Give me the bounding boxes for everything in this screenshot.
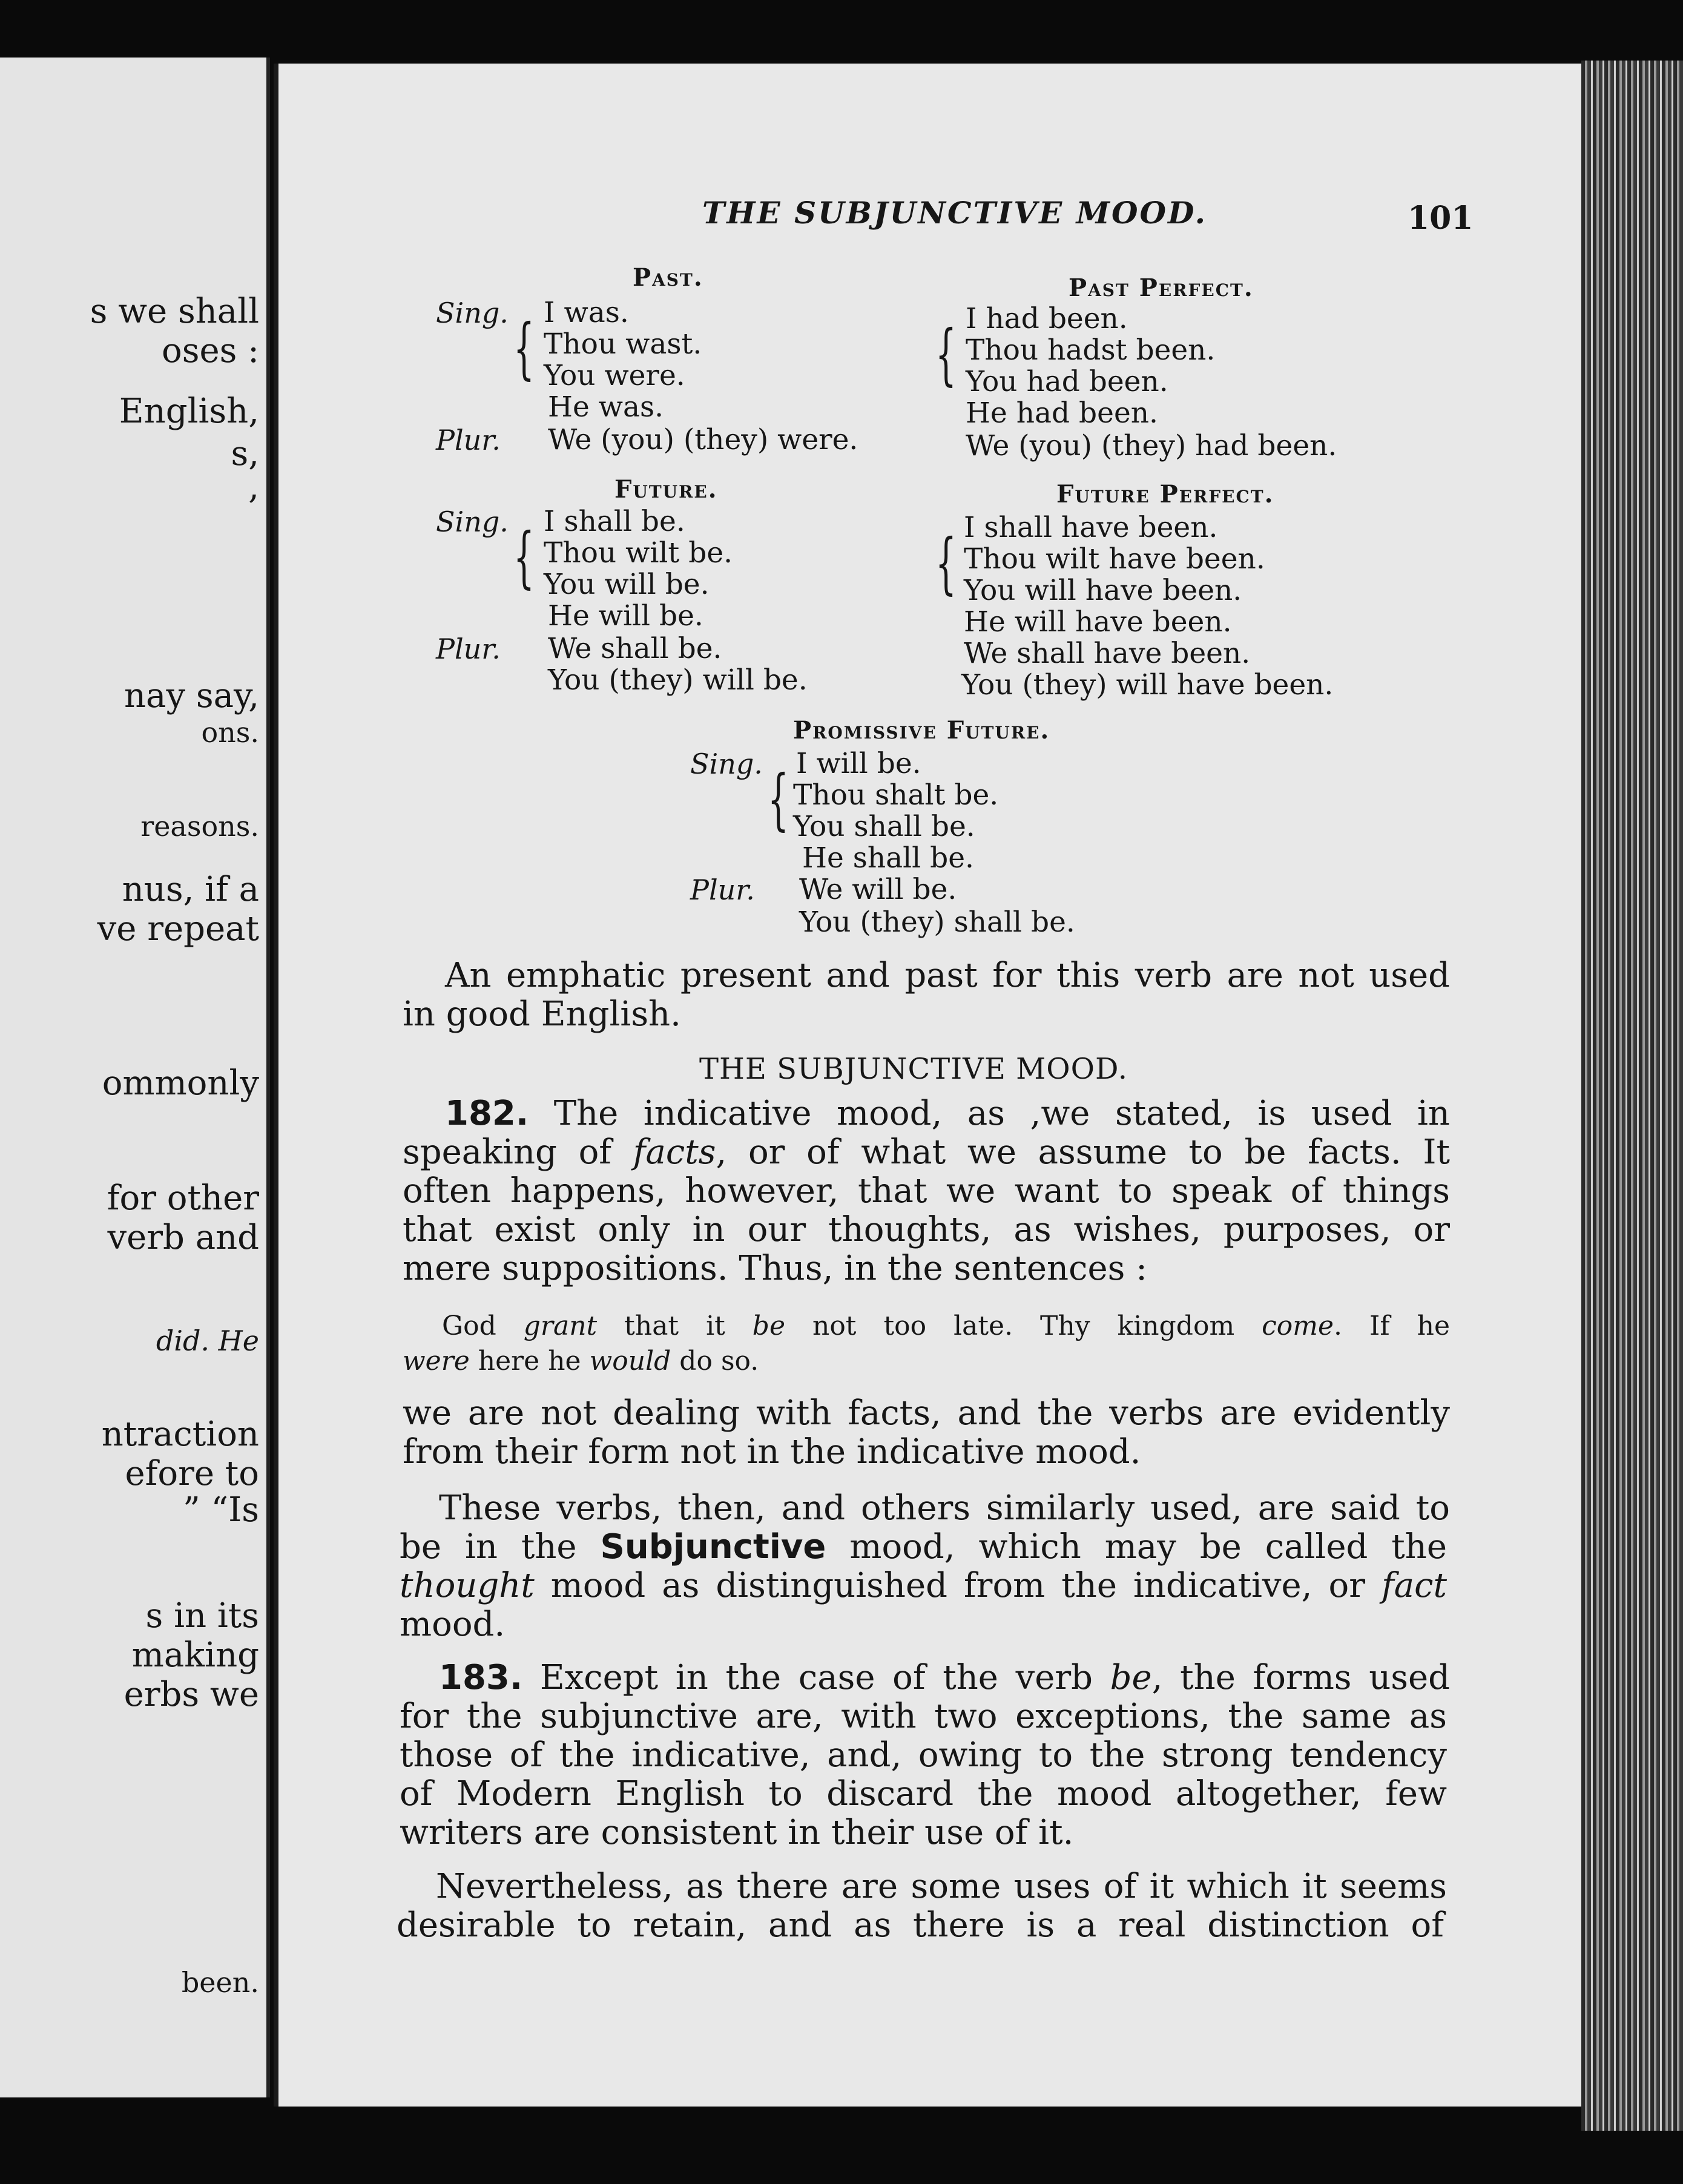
conj-line: You shall be. (793, 810, 975, 843)
body-line: 183. Except in the case of the verb be, the forms used (439, 1658, 1450, 1697)
conj-line: You (they) shall be. (799, 906, 1075, 939)
conj-line: I had been. (966, 302, 1128, 335)
left-fragment: oses : (162, 331, 259, 370)
conj-line: He will be. (548, 599, 703, 633)
left-fragment: ” “Is (183, 1490, 259, 1530)
conj-line: We shall be. (548, 632, 722, 665)
conj-line: I shall have been. (964, 511, 1218, 544)
left-fragment: making (131, 1636, 259, 1675)
brace-icon: { (513, 309, 535, 387)
conj-line: You (they) will be. (548, 663, 808, 697)
body-line: thought mood as distinguished from the indicative, or fact (400, 1566, 1447, 1605)
body-line: An emphatic present and past for this verb are not used (445, 956, 1450, 995)
left-fragment: English, (119, 392, 259, 431)
body-line: be in the Subjunctive mood, which may be called the (400, 1527, 1447, 1567)
sing-label: Sing. (436, 505, 509, 538)
body-line: that exist only in our thoughts, as wishes, purposes, or (403, 1210, 1450, 1249)
past-perfect-title: Past Perfect. (1069, 274, 1254, 302)
body-line: These verbs, then, and others similarly used, are said to (439, 1488, 1450, 1528)
left-fragment: ommonly (102, 1064, 259, 1103)
left-fragment: ntraction (101, 1415, 259, 1454)
conj-line: You will be. (544, 568, 710, 601)
past-title: Past. (633, 263, 703, 292)
section-heading: THE SUBJUNCTIVE MOOD. (699, 1052, 1128, 1086)
body-line: of Modern English to discard the mood altogether, few (400, 1774, 1447, 1814)
body-line: in good English. (403, 995, 681, 1034)
example-line: were here he would do so. (403, 1346, 759, 1377)
promissive-title: Promissive Future. (793, 716, 1050, 745)
plur-label: Plur. (436, 424, 501, 456)
conj-line: Thou wilt be. (544, 536, 733, 570)
left-fragment: ons. (201, 716, 259, 749)
conj-line: I shall be. (544, 505, 685, 538)
plur-label: Plur. (436, 633, 501, 665)
left-fragment: did. He (156, 1324, 259, 1357)
conj-line: You were. (544, 359, 685, 392)
sing-label: Sing. (436, 297, 509, 329)
body-line: 182. The indicative mood, as ,we stated, is used in (445, 1094, 1450, 1133)
conj-line: You had been. (966, 365, 1168, 398)
brace-icon: { (935, 524, 957, 602)
running-head: THE SUBJUNCTIVE MOOD. (702, 195, 1208, 231)
body-line: Nevertheless, as there are some uses of it which it seems (436, 1867, 1447, 1906)
sing-label: Sing. (690, 748, 763, 780)
body-line: from their form not in the indicative mood. (403, 1432, 1141, 1472)
conj-line: You (they) will have been. (961, 668, 1334, 702)
left-page-fragment (0, 58, 270, 2097)
left-fragment: nus, if a (122, 870, 259, 909)
conj-line: He had been. (966, 396, 1158, 430)
conj-line: Thou wast. (544, 327, 702, 361)
conj-line: We (you) (they) were. (548, 423, 858, 456)
example-line: God grant that it be not too late. Thy kingdom come. If he (442, 1311, 1450, 1341)
body-line: speaking of facts, or of what we assume to be facts. It (403, 1133, 1451, 1172)
conj-line: I was. (544, 296, 629, 329)
left-fragment: s we shall (90, 292, 259, 331)
body-line: mood. (400, 1605, 506, 1644)
left-fragment: verb and (107, 1218, 259, 1257)
body-line: mere suppositions. Thus, in the sentences : (403, 1249, 1148, 1288)
conj-line: You will have been. (964, 574, 1242, 607)
future-title: Future. (614, 475, 718, 504)
conj-line: We (you) (they) had been. (966, 429, 1337, 462)
body-line: we are not dealing with facts, and the verbs are evidently (403, 1393, 1450, 1433)
conj-line: Thou shalt be. (793, 778, 999, 812)
conj-line: He was. (548, 390, 664, 424)
left-fragment: reasons. (140, 810, 259, 843)
left-fragment: been. (181, 1966, 259, 1999)
brace-icon: { (768, 760, 789, 838)
body-line: desirable to retain, and as there is a real distinction of (397, 1906, 1444, 1945)
conj-line: Thou wilt have been. (964, 542, 1265, 576)
left-fragment: efore to (125, 1454, 259, 1493)
future-perfect-title: Future Perfect. (1056, 480, 1274, 508)
left-fragment: nay say, (124, 676, 259, 715)
page-number: 101 (1408, 200, 1474, 237)
body-line: for the subjunctive are, with two exceptions, the same as (400, 1697, 1447, 1736)
conj-line: I will be. (796, 747, 921, 780)
left-fragment: for other (107, 1179, 259, 1218)
left-fragment: s, (231, 434, 259, 473)
plur-label: Plur. (690, 873, 755, 906)
brace-icon: { (935, 315, 957, 393)
brace-icon: { (513, 518, 535, 596)
conj-line: We shall have been. (964, 637, 1251, 670)
body-line: those of the indicative, and, owing to the strong tendency (400, 1735, 1447, 1775)
conj-line: Thou hadst been. (966, 334, 1216, 367)
body-line: often happens, however, that we want to speak of things (403, 1171, 1450, 1211)
page-edges (1581, 61, 1683, 2131)
body-line: writers are consistent in their use of it. (400, 1813, 1074, 1852)
conj-line: We will be. (799, 873, 957, 906)
paragraph-number: 183. (439, 1658, 523, 1697)
paragraph-number: 182. (445, 1094, 529, 1133)
conj-line: He shall be. (802, 841, 974, 875)
left-fragment: , (248, 467, 259, 507)
left-fragment: s in its (145, 1596, 259, 1636)
left-fragment: ve repeat (97, 909, 259, 949)
left-fragment: erbs we (124, 1675, 259, 1714)
conj-line: He will have been. (964, 605, 1232, 639)
